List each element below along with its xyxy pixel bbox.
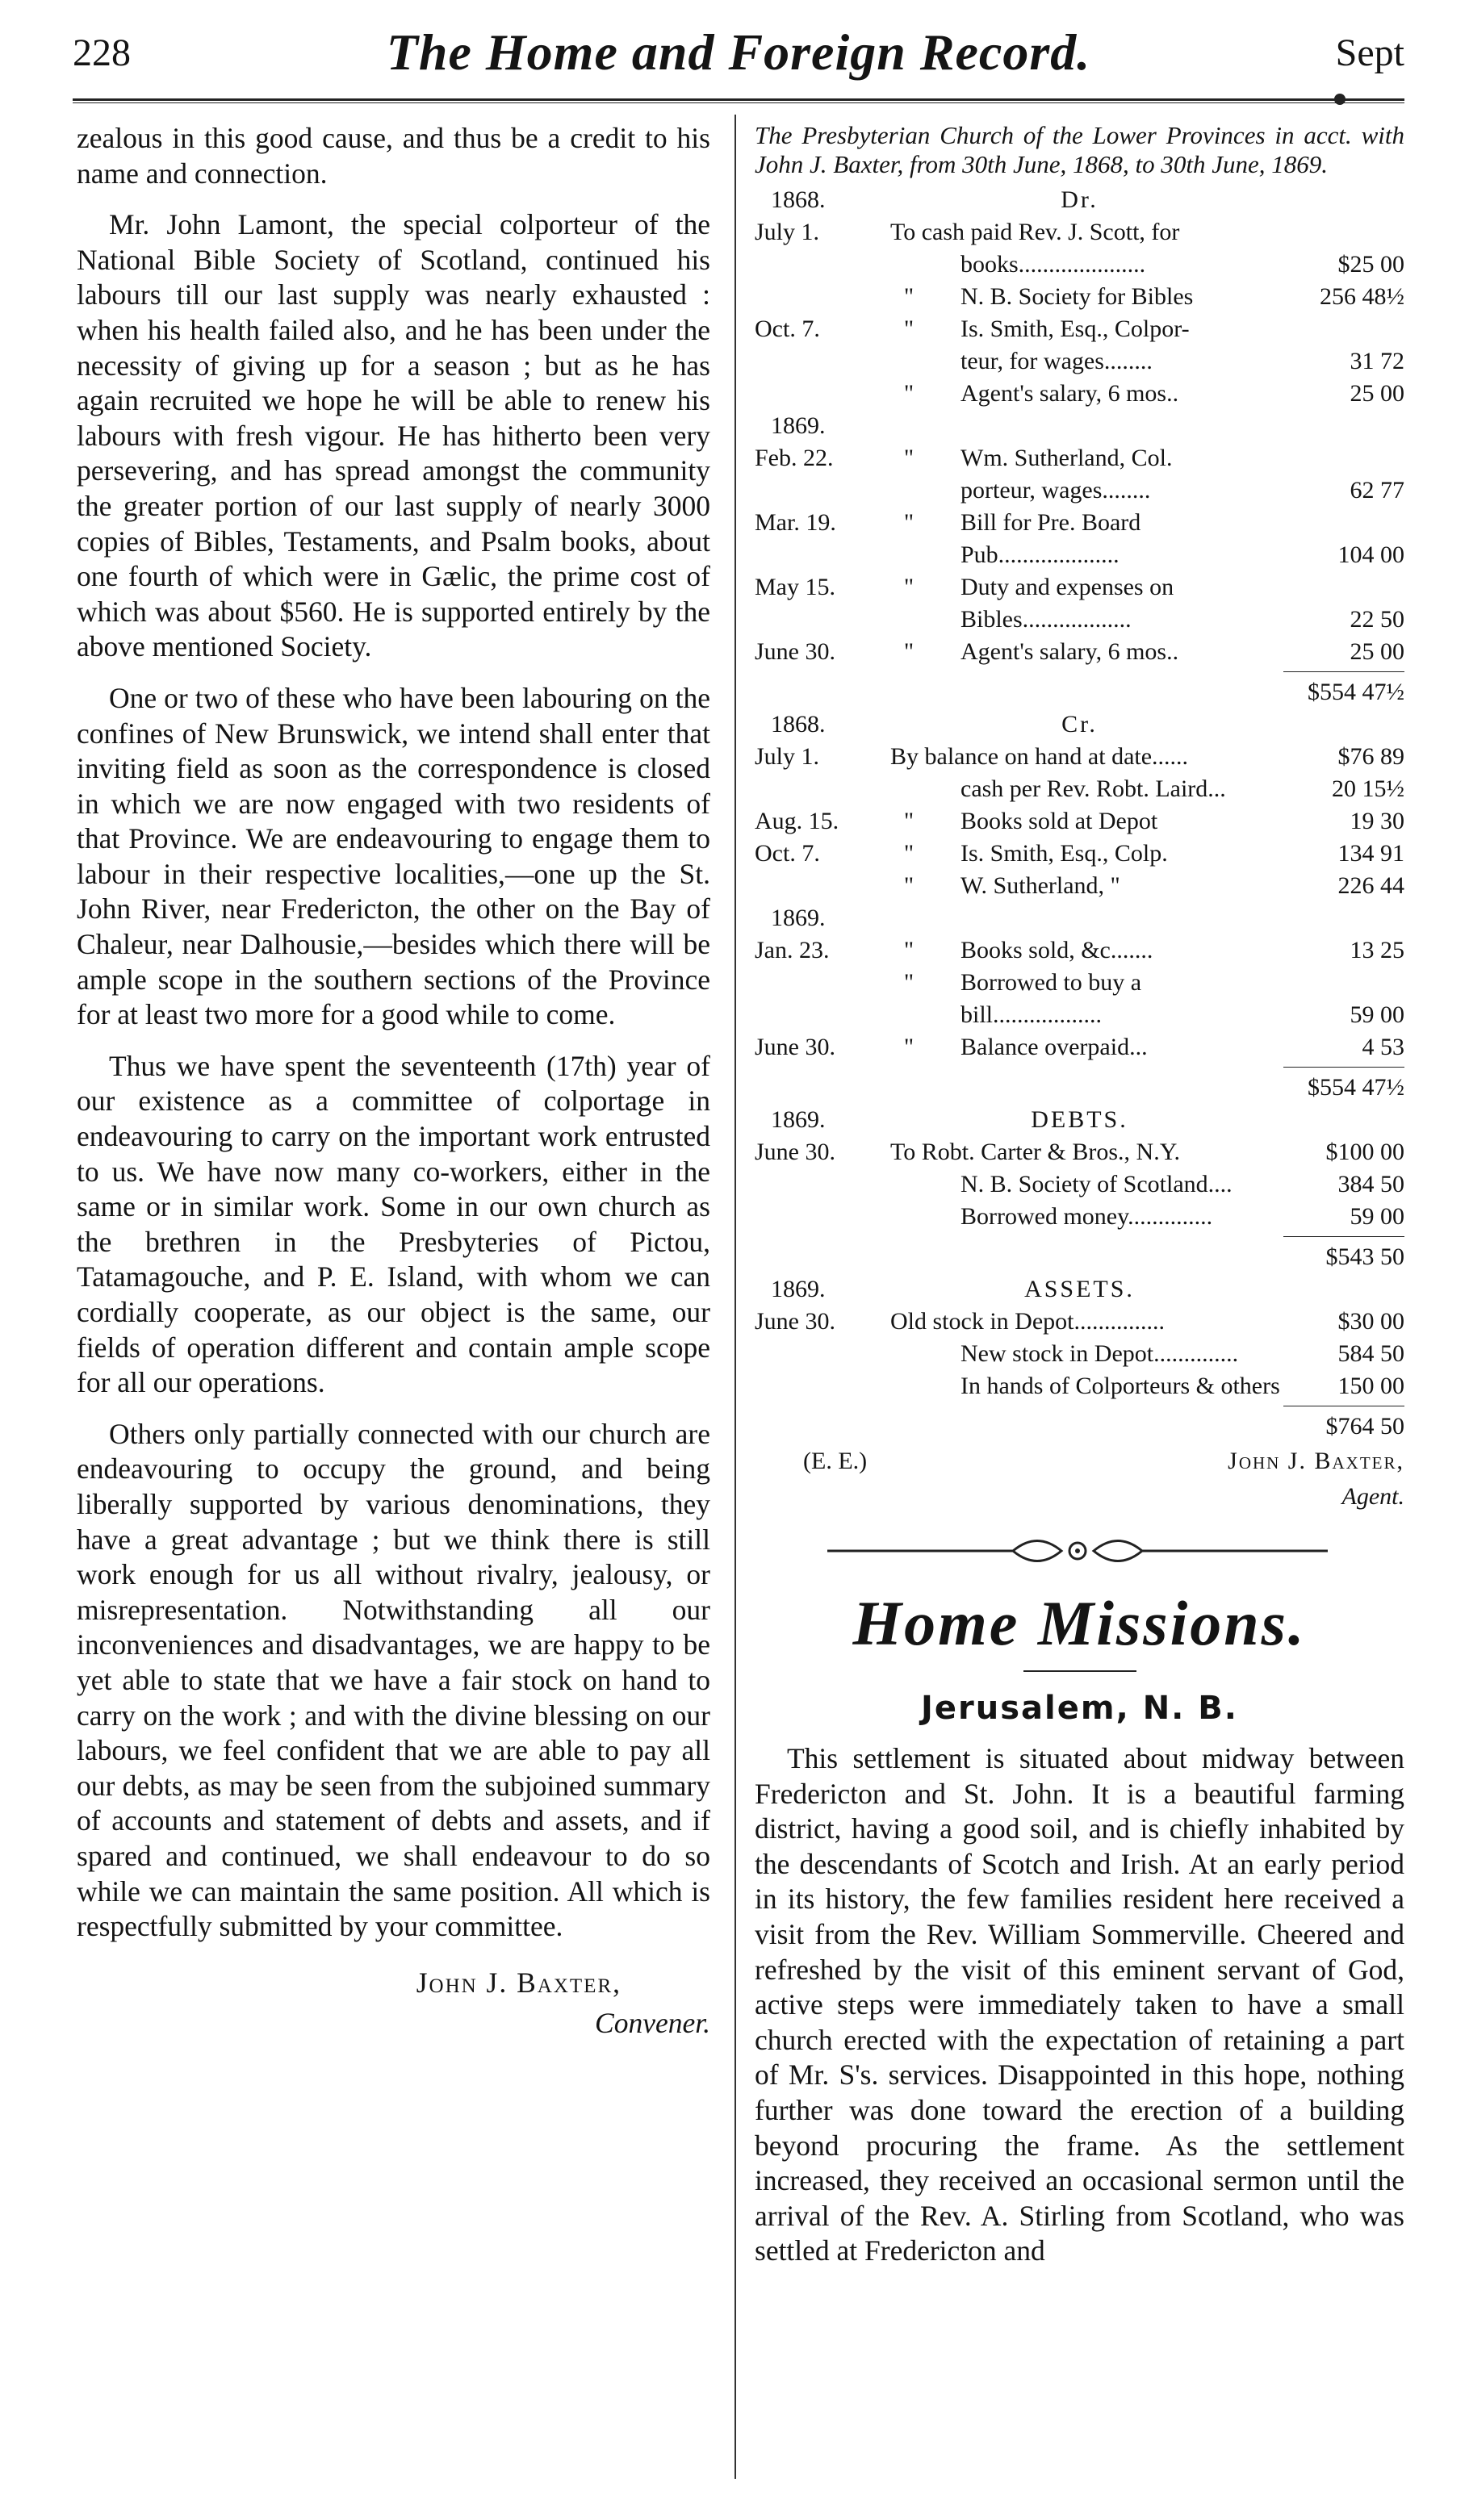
ledger-row — [755, 313, 1404, 345]
signature-role: Convener. — [595, 2006, 710, 2039]
cr-rows — [755, 741, 1404, 1064]
ledger-row — [755, 410, 1404, 442]
ledger-date: Oct. 7. — [755, 316, 820, 342]
ledger-description: Books sold at Depot — [960, 808, 1158, 834]
flourish-icon — [827, 1527, 1328, 1575]
ledger-description: Old stock in Depot............... — [890, 1308, 1165, 1335]
running-head — [73, 23, 1404, 100]
ledger-row — [755, 571, 1404, 604]
total-rule — [755, 668, 1404, 676]
ditto-mark: " — [903, 872, 914, 899]
ledger-amount: 104 00 — [1337, 541, 1404, 568]
ledger-description: By balance on hand at date...... — [890, 743, 1189, 770]
ledger-amount: 20 15½ — [1332, 775, 1404, 802]
ledger-row — [755, 442, 1404, 474]
dr-label: Dr. — [1061, 186, 1099, 213]
ledger-amount: 256 48½ — [1320, 283, 1404, 310]
ditto-mark: " — [903, 840, 914, 867]
ledger-amount: 19 30 — [1350, 808, 1404, 834]
ledger-date: Mar. 19. — [755, 509, 836, 536]
ledger-row — [755, 604, 1404, 636]
header-rule — [73, 98, 1404, 101]
subsection-title: Jerusalem, N. B. — [921, 1690, 1238, 1727]
section-title: Home Missions. — [852, 1588, 1307, 1658]
ledger-date: Feb. 22. — [755, 445, 834, 471]
dr-year: 1868. — [771, 186, 826, 213]
ledger-description: Duty and expenses on — [960, 574, 1174, 600]
ledger-description: To cash paid Rev. J. Scott, for — [890, 219, 1180, 245]
ledger-row — [755, 741, 1404, 773]
ledger-amount: 4 53 — [1362, 1034, 1404, 1060]
ledger-row — [755, 1031, 1404, 1064]
ledger-row — [755, 1136, 1404, 1168]
ledger-amount: 13 25 — [1350, 937, 1404, 963]
ledger-date: July 1. — [755, 219, 820, 245]
ledger-description: Pub.................... — [960, 541, 1120, 568]
ledger-description: New stock in Depot.............. — [960, 1340, 1239, 1367]
ledger-row — [755, 281, 1404, 313]
ditto-mark: " — [903, 445, 914, 471]
ledger-description: cash per Rev. Robt. Laird... — [960, 775, 1226, 802]
ledger-row — [755, 378, 1404, 410]
ledger-date: Oct. 7. — [755, 840, 820, 867]
assets-year: 1869. — [771, 1276, 826, 1302]
ledger-amount: 25 00 — [1350, 638, 1404, 665]
dr-rows — [755, 216, 1404, 668]
ledger-row — [755, 539, 1404, 571]
ledger-row — [755, 870, 1404, 902]
ledger-description: To Robt. Carter & Bros., N.Y. — [890, 1139, 1181, 1165]
ledger-row — [755, 249, 1404, 281]
ledger-description: Balance overpaid... — [960, 1034, 1148, 1060]
debts-total: $543 50 — [1325, 1243, 1404, 1270]
assets-label: ASSETS. — [1024, 1276, 1135, 1302]
assets-total: $764 50 — [1325, 1413, 1404, 1440]
assets-total-row — [755, 1410, 1404, 1443]
ditto-mark: " — [903, 380, 914, 407]
ledger-row — [755, 967, 1404, 999]
ledger-amount: 62 77 — [1350, 477, 1404, 504]
ledger-row — [755, 1306, 1404, 1338]
paragraph: Thus we have spent the seventeenth (17th) year of our existence as a committee of colportage in endeavouring to carry on the important work entrusted to us. We have now many co-workers, either in the same or in similar work. Some in our own church as the brethren in the Presbyteries of Pictou, Tatamagouche, and P. E. Island, with whom we can cordially cooperate, as our object is the same, our fields of operation different and contain ample scope for all our operations. — [77, 1049, 710, 1399]
ledger-amount: 150 00 — [1337, 1373, 1404, 1399]
ledger-amount: 584 50 — [1337, 1340, 1404, 1367]
ledger-description: Agent's salary, 6 mos.. — [960, 380, 1179, 407]
ledger-description: Is. Smith, Esq., Colpor- — [960, 316, 1190, 342]
ledger-amount: $100 00 — [1325, 1139, 1404, 1165]
ornamental-divider — [755, 1527, 1404, 1575]
ledger-amount: $25 00 — [1337, 251, 1404, 278]
total-rule — [755, 1402, 1404, 1410]
ledger-row — [755, 838, 1404, 870]
ledger-row — [755, 934, 1404, 967]
ledger-date: July 1. — [755, 743, 820, 770]
ledger-description: W. Sutherland, " — [960, 872, 1120, 899]
initials: (E. E.) — [803, 1448, 868, 1474]
ledger-amount: $30 00 — [1337, 1308, 1404, 1335]
ledger-row — [755, 474, 1404, 507]
section-rule — [1023, 1670, 1136, 1672]
right-column — [755, 121, 1404, 2269]
ledger-amount: 59 00 — [1350, 1001, 1404, 1028]
paragraph: zealous in this good cause, and thus be a credit to his name and connection. — [77, 122, 710, 190]
debts-label: DEBTS. — [1031, 1106, 1128, 1133]
ledger-row — [755, 1201, 1404, 1233]
journal-title: The Home and Foreign Record. — [386, 23, 1091, 81]
agent-role: Agent. — [1341, 1483, 1404, 1510]
ditto-mark: " — [903, 1034, 914, 1060]
ledger-row — [755, 345, 1404, 378]
cr-year: 1868. — [771, 711, 826, 738]
cr-total-row — [755, 1072, 1404, 1104]
ledger-date: June 30. — [755, 638, 835, 665]
cr-label: Cr. — [1061, 711, 1098, 738]
ditto-mark: " — [903, 937, 914, 963]
ledger-description: Agent's salary, 6 mos.. — [960, 638, 1179, 665]
ledger-description: Wm. Sutherland, Col. — [960, 445, 1173, 471]
account-ledger — [755, 184, 1404, 1443]
ledger-description: Borrowed to buy a — [960, 969, 1142, 996]
ditto-mark: " — [903, 969, 914, 996]
debts-year: 1869. — [771, 1106, 826, 1133]
cr-heading — [755, 708, 1404, 741]
ledger-date: Jan. 23. — [755, 937, 830, 963]
ledger-date: May 15. — [755, 574, 835, 600]
ledger-amount: 25 00 — [1350, 380, 1404, 407]
cr-total: $554 47½ — [1308, 1074, 1404, 1101]
left-column — [77, 121, 710, 2043]
dr-total: $554 47½ — [1308, 679, 1404, 705]
paragraph: One or two of these who have been labouring on the confines of New Brunswick, we intend shall enter that inviting field as soon as the correspondence is closed in which we are now engaged with two residents of that Province. We are endeavouring to engage them to labour in their respective localities,—one up the St. John River, near Fredericton, the other on the Bay of Chaleur, near Dalhousie,—besides which there will be ample scope in the southern sections of the Province for at least two more for a good while to come. — [77, 681, 710, 1031]
ledger-amount: 31 72 — [1350, 348, 1404, 374]
debts-total-row — [755, 1241, 1404, 1273]
ledger-amount: 134 91 — [1337, 840, 1404, 867]
ledger-description: Books sold, &c....... — [960, 937, 1153, 963]
agent-name: John J. Baxter, — [1228, 1448, 1404, 1474]
ditto-mark: " — [903, 509, 914, 536]
ledger-description: teur, for wages........ — [960, 348, 1153, 374]
ledger-row — [755, 999, 1404, 1031]
ledger-row — [755, 1338, 1404, 1370]
debts-heading — [755, 1104, 1404, 1136]
ditto-mark: " — [903, 638, 914, 665]
ledger-description: Borrowed money.............. — [960, 1203, 1213, 1230]
ledger-row — [755, 805, 1404, 838]
ledger-row — [755, 1168, 1404, 1201]
ledger-amount: 384 50 — [1337, 1171, 1404, 1197]
total-rule — [755, 1233, 1404, 1241]
ledger-description: porteur, wages........ — [960, 477, 1151, 504]
ledger-description: N. B. Society of Scotland.... — [960, 1171, 1233, 1197]
ledger-date: 1869. — [771, 905, 826, 931]
header-rule-dot — [1334, 94, 1346, 105]
ledger-description: Bill for Pre. Board — [960, 509, 1141, 536]
convener-signature — [77, 1962, 710, 2043]
ledger-amount: 22 50 — [1350, 606, 1404, 633]
paragraph: Others only partially connected with our church are endeavouring to occupy the ground, and being liberally supported by various denominations, they have a great advantage ; but we think there is still work enough for us all without rivalry, jealousy, or misrepresentation. Notwithstanding all our inconveniences and disadvantages, we are happy to be yet able to state that we have a fair stock on hand to carry on the work ; and with the divine blessing on our labours, we feel confident that we are able to pay all our debts, as may be seen from the subjoined summary of accounts and statement of debts and assets, and if spared and continued, we shall endeavour to do so while we can maintain the same position. All which is respectfully submitted by your committee. — [77, 1417, 710, 1943]
ditto-mark: " — [903, 808, 914, 834]
ledger-amount: $76 89 — [1337, 743, 1404, 770]
ledger-row — [755, 773, 1404, 805]
debts-rows — [755, 1136, 1404, 1233]
ledger-row — [755, 902, 1404, 934]
ledger-date: June 30. — [755, 1034, 835, 1060]
account-title: The Presbyterian Church of the Lower Provinces in acct. with John J. Baxter, from 30th June, 1868, to 30th June, 1869. — [755, 121, 1404, 178]
page-number: 228 — [73, 31, 131, 74]
ledger-row — [755, 1370, 1404, 1402]
ledger-row — [755, 636, 1404, 668]
ledger-description: Is. Smith, Esq., Colp. — [960, 840, 1168, 867]
ledger-row — [755, 507, 1404, 539]
assets-rows — [755, 1306, 1404, 1402]
ledger-date: Aug. 15. — [755, 808, 839, 834]
ledger-description: In hands of Colporteurs & others — [960, 1373, 1280, 1399]
ledger-date: June 30. — [755, 1139, 835, 1165]
ledger-description: books..................... — [960, 251, 1146, 278]
signature-name: John J. Baxter, — [416, 1966, 622, 1999]
ledger-date: June 30. — [755, 1308, 835, 1335]
running-head-month: Sept — [1335, 31, 1404, 74]
dr-heading — [755, 184, 1404, 216]
total-rule — [755, 1064, 1404, 1072]
ledger-description: Bibles.................. — [960, 606, 1132, 633]
ditto-mark: " — [903, 283, 914, 310]
dr-total-row — [755, 676, 1404, 708]
agent-signature — [755, 1448, 1404, 1483]
paragraph: Mr. John Lamont, the special colporteur of the National Bible Society of Scotland, continued his labours till our last supply was nearly exhausted : when his health failed also, and he has been under the necessity of giving up for a season ; but as he has again recruited we hope he will be able to renew his labours with fresh vigour. He has hitherto been very persevering, and has spread amongst the community the greater portion of our last supply of nearly 3000 copies of Bibles, Testaments, and Psalm books, about one fourth of which were in Gælic, the prime cost of which was about $560. He is supported entirely by the above mentioned Society. — [77, 208, 710, 663]
ditto-mark: " — [903, 574, 914, 600]
ledger-row — [755, 216, 1404, 249]
ledger-amount: 226 44 — [1337, 872, 1404, 899]
column-divider — [734, 115, 736, 2479]
paragraph: This settlement is situated about midway between Fredericton and St. John. It is a beautiful farming district, having a good soil, and is chiefly inhabited by the descendants of Scotch and Irish. At an early period in its history, the few families resident here received a visit from the Rev. William Sommerville. Cheered and refreshed by the visit of this eminent servant of God, active steps were immediately taken to have a small church erected with the expectation of retaining a part of Mr. S's. services. Disappointed in this hope, nothing further was done toward the erection of a building beyond procuring the frame. As the settlement increased, they received an occasional sermon until the arrival of the Rev. A. Stirling from Scotland, who was settled at Fredericton and — [755, 1742, 1404, 2267]
ditto-mark: " — [903, 316, 914, 342]
ledger-date: 1869. — [771, 412, 826, 439]
ledger-description: bill.................. — [960, 1001, 1103, 1028]
ledger-description: N. B. Society for Bibles — [960, 283, 1194, 310]
assets-heading — [755, 1273, 1404, 1306]
ledger-amount: 59 00 — [1350, 1203, 1404, 1230]
